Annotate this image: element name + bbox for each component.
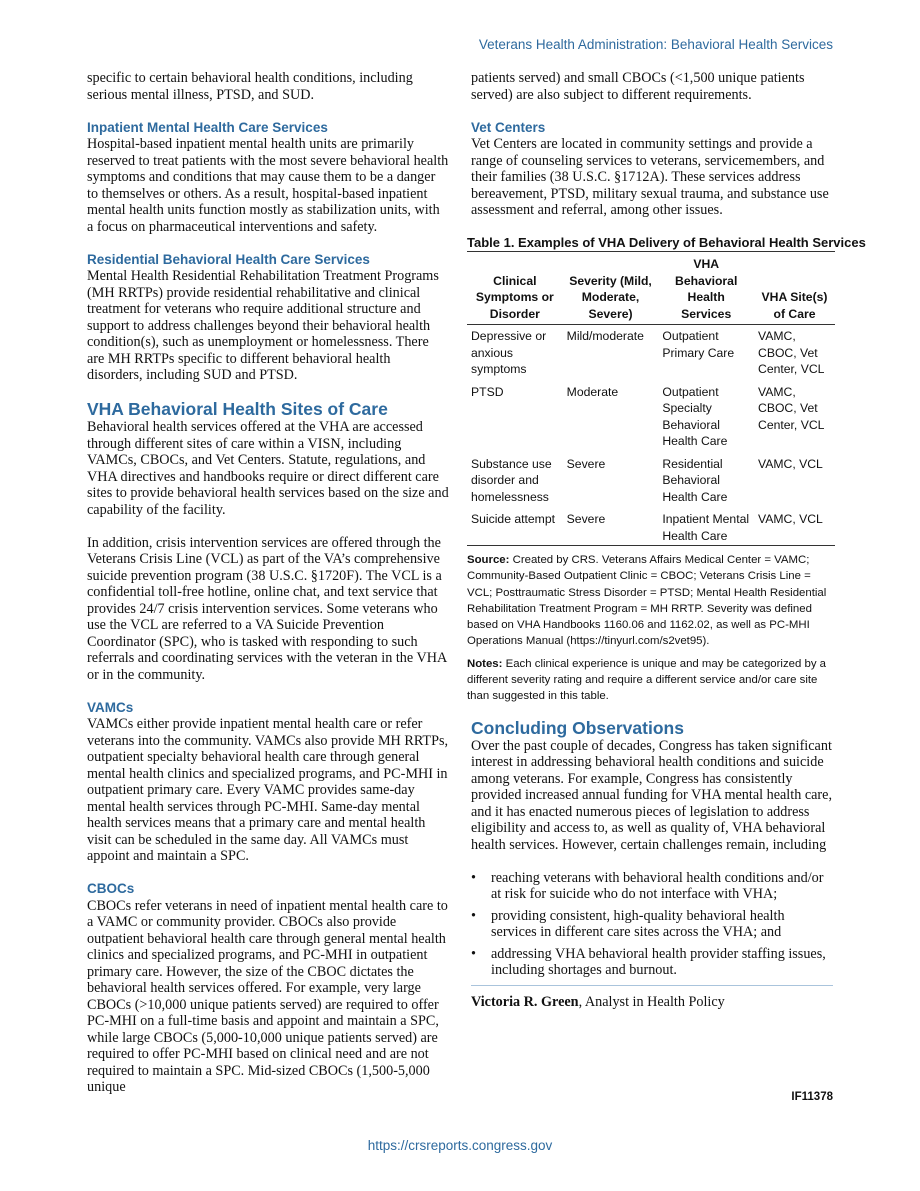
table-header-cell: Severity (Mild, Moderate, Severe) xyxy=(563,252,659,325)
table-cell: Severe xyxy=(563,508,659,546)
notes-label: Notes: xyxy=(467,657,503,670)
author-title: , Analyst in Health Policy xyxy=(578,993,725,1010)
table-header-cell: VHA Behavioral Health Services xyxy=(658,252,754,325)
sites-paragraph-1: Behavioral health services offered at the VHA are accessed through different sites of care within a VISN, including VAMCs, CBOCs, and Vet Centers. Statute, regulations, and VHA directives and handbooks require or direct different care sites to provide behavioral health services based on the size and capability of the facility. xyxy=(87,419,449,518)
table-cell: VAMC, VCL xyxy=(754,508,835,546)
table-cell: Residential Behavioral Health Care xyxy=(662,456,728,504)
table-cell: VAMC, CBOC, Vet Center, VCL xyxy=(758,329,825,376)
table-row xyxy=(467,508,835,546)
cbocs-body: CBOCs refer veterans in need of inpatient mental health care to a VAMC or community provider. CBOCs also provide outpatient behavioral health care through general mental health clinics and specialized programs, and PC-MHI in outpatient primary care. However, the size of the CBOC dictates the behavioral health services offered. For example, very large CBOCs (>10,000 unique patients served) are required to offer PC-MHI on a full-time basis and appoint and maintain a SPC, while large CBOCs (5,000-10,000 unique patients served) are required to offer PC-MHI based on clinical need and are not required to maintain a SPC. Mid-sized CBOCs (1,500-5,000 unique xyxy=(87,897,448,1095)
table-header-cell: Clinical Symptoms or Disorder xyxy=(467,252,563,325)
table-cell: Depressive or anxious symptoms xyxy=(471,329,547,376)
table-cell: VAMC, CBOC, Vet Center, VCL xyxy=(758,384,825,432)
source-label: Source: xyxy=(467,554,510,566)
vet-centers-heading: Vet Centers xyxy=(471,119,546,135)
notes-text: Each clinical experience is unique and may be categorized by a different severity rating and require a different service and/or care site than suggested in this table. xyxy=(467,657,827,703)
vamcs-section xyxy=(87,700,449,865)
sites-heading: VHA Behavioral Health Sites of Care xyxy=(87,399,388,419)
right-column xyxy=(467,70,866,1010)
report-id: IF11378 xyxy=(791,1091,833,1103)
left-column xyxy=(87,70,449,1096)
table-cell: Severe xyxy=(566,456,606,471)
table-cell: Inpatient Mental Health Care xyxy=(658,508,754,546)
table-cell: VAMC, VCL xyxy=(758,456,823,471)
sites-section xyxy=(87,400,449,683)
table-row xyxy=(467,381,835,453)
challenges-list xyxy=(471,870,833,979)
list-item: • addressing VHA behavioral health provider staffing issues, including shortages and burnout. xyxy=(471,946,833,979)
table-cell: Moderate xyxy=(566,384,619,399)
table-cell: Suicide attempt xyxy=(467,508,563,546)
concluding-heading: Concluding Observations xyxy=(471,717,684,738)
table-row xyxy=(467,325,835,381)
vet-centers-body: Vet Centers are located in community settings and provide a range of counseling services to veterans, servicemembers, and their families (38 U.S.C. §1712A). These services address bereavement, PTSD, military sexual trauma, and substance use assessment and referral, among other issues. xyxy=(471,136,829,218)
table-cell: Outpatient Specialty Behavioral Health Care xyxy=(662,384,728,448)
intro-paragraph: specific to certain behavioral health conditions, including serious mental illness, PTSD, and SUD. xyxy=(87,70,413,103)
author-line xyxy=(471,994,833,1011)
sites-paragraph-2: In addition, crisis intervention services are offered through the Veterans Crisis Line (VCL) as part of the VA’s comprehensive suicide prevention program (38 U.S.C. §1720F). The VCL is a confidential toll-free hotline, online chat, and text service that provides 24/7 crisis intervention services. Some veterans who use the VCL are referred to a VA Suicide Prevention Coordinator (SPC), who is tasked with responding to such referrals and coordinating services with the veteran in the VHA or in the community. xyxy=(87,534,447,683)
table-cell: PTSD xyxy=(471,384,504,399)
table-caption: Table 1. Examples of VHA Delivery of Behavioral Health Services xyxy=(467,235,866,250)
author-name: Victoria R. Green xyxy=(471,993,579,1010)
inpatient-section xyxy=(87,120,449,236)
cbocs-section xyxy=(87,881,449,1096)
table-source-note xyxy=(467,552,835,650)
table-header-row xyxy=(467,252,835,325)
vamcs-body: VAMCs either provide inpatient mental health care or refer veterans into the community. VAMCs also provide MH RRTPs, outpatient specialty behavioral health care through general mental health clinics and specialized programs, and PC-MHI in outpatient primary care. Every VAMC provides same-day mental health services through PC-MHI. Same-day mental health services means that a primary care and mental health visit can be scheduled in the same day. All VAMCs must appoint and maintain a SPC. xyxy=(87,716,449,864)
table-row xyxy=(467,453,835,509)
table-notes xyxy=(467,656,835,705)
list-item: • providing consistent, high-quality behavioral health services in different care sites across the VHA; and xyxy=(471,908,833,941)
author-divider xyxy=(471,985,833,986)
table-cell: Outpatient Primary Care xyxy=(662,329,735,360)
concluding-body: Over the past couple of decades, Congress has taken significant interest in addressing behavioral health conditions and suicide among veterans. For example, Congress has consistently provided increased annual funding for VHA mental health care, and it has enacted numerous pieces of legislation to address eligibility and access to, as well as quality of, VHA behavioral health services. However, certain challenges remain, including xyxy=(471,737,832,853)
residential-heading: Residential Behavioral Health Care Services xyxy=(87,251,370,267)
source-text: Created by CRS. Veterans Affairs Medical Center = VAMC; Community-Based Outpatient Clinic = CBOC; Veterans Crisis Line = VCL; Posttraumatic Stress Disorder = PTSD; Mental Health Residential Rehabilitation Treatment Program = MH RRTP. Severity was defined based on VHA Handbooks 1160.06 and 1162.02, as well as PC-MHI Operations Manual (https://tinyurl.com/s2vet95). xyxy=(467,554,827,648)
table-cell: Substance use disorder and homelessness xyxy=(471,456,552,504)
cbocs-heading: CBOCs xyxy=(87,881,135,896)
vamcs-heading: VAMCs xyxy=(87,699,134,715)
residential-body: Mental Health Residential Rehabilitation Treatment Programs (MH RRTPs) provide residential rehabilitative and clinical treatment for veterans who require additional structure and support to address challenges beyond their behavioral health condition(s), such as unemployment or homelessness. There are MH RRTPs specific to different behavioral health disorders, including SUD and PTSD. xyxy=(87,268,439,383)
table-header-cell: VHA Site(s) of Care xyxy=(754,252,835,325)
residential-section xyxy=(87,252,449,384)
continued-paragraph: patients served) and small CBOCs (<1,500 unique patients served) are also subject to different requirements. xyxy=(471,70,805,103)
inpatient-heading: Inpatient Mental Health Care Services xyxy=(87,119,328,135)
vet-centers-section xyxy=(471,120,833,219)
inpatient-body: Hospital-based inpatient mental health units are primarily reserved to treat patients with the most severe behavioral health symptoms and conditions that may cause them to be a danger to themselves or others. As a result, hospital-based inpatient mental health units function mostly as stabilization units, with a focus on pharmaceutical interventions and safety. xyxy=(87,136,449,235)
services-table xyxy=(467,251,835,546)
concluding-section xyxy=(471,719,833,979)
running-head: Veterans Health Administration: Behavioral Health Services xyxy=(478,37,833,52)
table-cell: Mild/moderate xyxy=(566,329,644,343)
footer-link[interactable]: https://crsreports.congress.gov xyxy=(367,1138,553,1153)
list-item: • reaching veterans with behavioral health conditions and/or at risk for suicide who do not interface with VHA; xyxy=(471,870,833,903)
